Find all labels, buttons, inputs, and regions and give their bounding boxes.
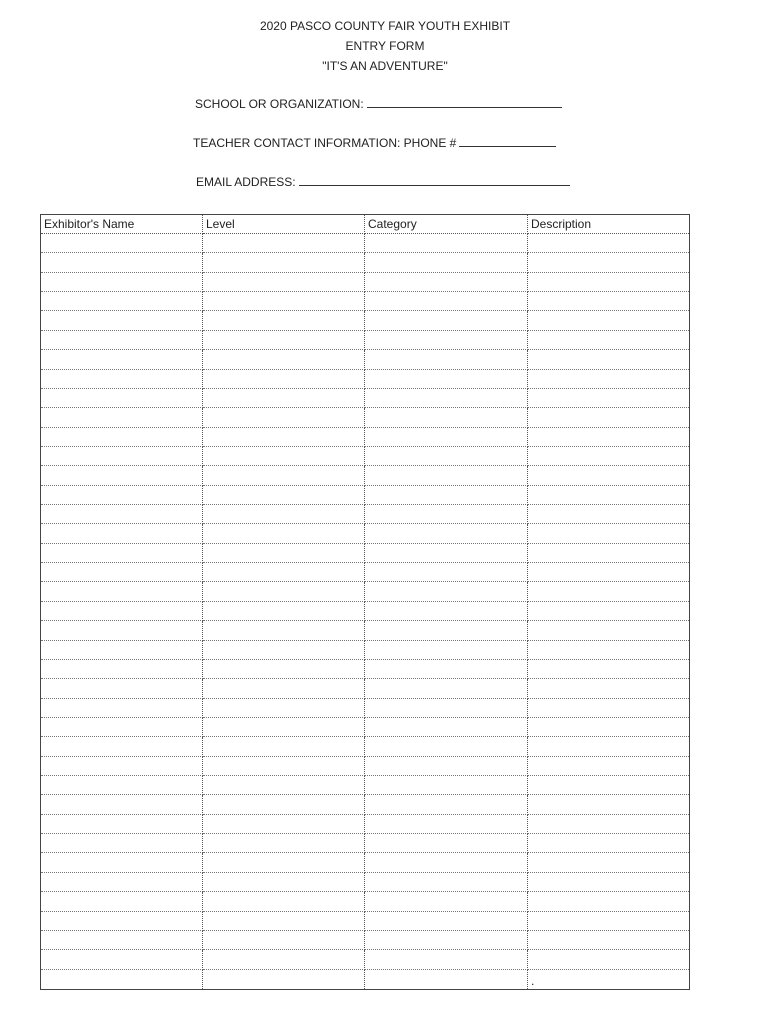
table-cell-description[interactable] [528, 931, 689, 950]
header-level: Level [203, 215, 365, 234]
table-cell-category[interactable] [365, 795, 528, 814]
table-cell-category[interactable] [365, 253, 528, 272]
table-cell-category[interactable] [365, 776, 528, 795]
table-cell-name[interactable] [41, 660, 203, 679]
table-cell-level[interactable] [203, 408, 365, 427]
table-cell-level[interactable] [203, 757, 365, 776]
table-cell-level[interactable] [203, 370, 365, 389]
table-cell-name[interactable] [41, 524, 203, 543]
school-blank-line[interactable] [367, 95, 562, 108]
header-category: Category [365, 215, 528, 234]
table-cell-level[interactable] [203, 447, 365, 466]
phone-label: TEACHER CONTACT INFORMATION: PHONE # [193, 136, 457, 150]
table-cell-category[interactable] [365, 292, 528, 311]
table-cell-description[interactable] [528, 641, 689, 660]
table-cell-category[interactable] [365, 273, 528, 292]
table-cell-category[interactable] [365, 737, 528, 756]
table-cell-category[interactable] [365, 447, 528, 466]
table-cell-description[interactable] [528, 582, 689, 601]
table-cell-description[interactable] [528, 466, 689, 485]
table-cell-level[interactable] [203, 853, 365, 872]
table-cell-category[interactable] [365, 815, 528, 834]
table-cell-category[interactable] [365, 350, 528, 369]
table-cell-name[interactable] [41, 234, 203, 253]
table-cell-category[interactable] [365, 389, 528, 408]
table-cell-category[interactable] [365, 428, 528, 447]
table-cell-name[interactable] [41, 892, 203, 911]
table-cell-category[interactable] [365, 834, 528, 853]
table-cell-name[interactable] [41, 370, 203, 389]
table-cell-description[interactable] [528, 292, 689, 311]
table-cell-category[interactable] [365, 757, 528, 776]
table-cell-description[interactable] [528, 370, 689, 389]
table-cell-description[interactable] [528, 757, 689, 776]
table-cell-description[interactable] [528, 699, 689, 718]
table-cell-category[interactable] [365, 524, 528, 543]
table-cell-description[interactable] [528, 486, 689, 505]
table-cell-name[interactable] [41, 311, 203, 330]
table-cell-name[interactable] [41, 737, 203, 756]
table-cell-level[interactable] [203, 892, 365, 911]
table-cell-category[interactable] [365, 544, 528, 563]
table-cell-category[interactable] [365, 331, 528, 350]
table-cell-level[interactable] [203, 679, 365, 698]
table-cell-description[interactable] [528, 331, 689, 350]
table-cell-description[interactable] [528, 970, 689, 989]
table-cell-level[interactable] [203, 273, 365, 292]
table-cell-category[interactable] [365, 602, 528, 621]
table-cell-name[interactable] [41, 873, 203, 892]
form-title [0, 16, 770, 76]
table-cell-name[interactable] [41, 428, 203, 447]
table-cell-description[interactable] [528, 873, 689, 892]
table-cell-level[interactable] [203, 234, 365, 253]
table-cell-category[interactable] [365, 912, 528, 931]
table-cell-level[interactable] [203, 660, 365, 679]
table-cell-level[interactable] [203, 950, 365, 969]
table-cell-level[interactable] [203, 292, 365, 311]
email-field [196, 173, 570, 190]
table-cell-name[interactable] [41, 718, 203, 737]
table-cell-level[interactable] [203, 524, 365, 543]
table-cell-category[interactable] [365, 660, 528, 679]
table-cell-category[interactable] [365, 486, 528, 505]
table-cell-description[interactable] [528, 311, 689, 330]
table-cell-name[interactable] [41, 699, 203, 718]
table-cell-description[interactable] [528, 350, 689, 369]
table-cell-name[interactable] [41, 292, 203, 311]
table-cell-description[interactable] [528, 505, 689, 524]
table-cell-category[interactable] [365, 234, 528, 253]
table-cell-level[interactable] [203, 737, 365, 756]
table-cell-level[interactable] [203, 931, 365, 950]
table-cell-category[interactable] [365, 950, 528, 969]
table-cell-category[interactable] [365, 892, 528, 911]
table-cell-level[interactable] [203, 253, 365, 272]
email-blank-line[interactable] [299, 173, 570, 186]
table-cell-category[interactable] [365, 873, 528, 892]
table-cell-category[interactable] [365, 641, 528, 660]
table-cell-description[interactable] [528, 563, 689, 582]
table-cell-level[interactable] [203, 544, 365, 563]
table-cell-description[interactable] [528, 602, 689, 621]
table-cell-name[interactable] [41, 795, 203, 814]
table-cell-description[interactable] [528, 912, 689, 931]
email-label: EMAIL ADDRESS: [196, 175, 296, 189]
table-cell-name[interactable] [41, 408, 203, 427]
table-cell-name[interactable] [41, 815, 203, 834]
table-cell-category[interactable] [365, 563, 528, 582]
table-cell-category[interactable] [365, 931, 528, 950]
table-cell-description[interactable] [528, 853, 689, 872]
table-cell-level[interactable] [203, 486, 365, 505]
table-cell-description[interactable] [528, 892, 689, 911]
table-cell-name[interactable] [41, 931, 203, 950]
table-cell-description[interactable] [528, 428, 689, 447]
table-cell-description[interactable] [528, 737, 689, 756]
table-cell-description[interactable] [528, 834, 689, 853]
table-cell-description[interactable] [528, 524, 689, 543]
title-line-2: ENTRY FORM [345, 39, 425, 53]
header-exhibitor-name: Exhibitor's Name [41, 215, 203, 234]
table-cell-description[interactable] [528, 950, 689, 969]
table-cell-level[interactable] [203, 505, 365, 524]
table-cell-description[interactable] [528, 389, 689, 408]
table-cell-level[interactable] [203, 621, 365, 640]
table-cell-name[interactable] [41, 505, 203, 524]
phone-field [193, 134, 556, 151]
phone-blank-line[interactable] [459, 134, 556, 147]
table-cell-category[interactable] [365, 679, 528, 698]
table-cell-name[interactable] [41, 641, 203, 660]
table-cell-level[interactable] [203, 466, 365, 485]
entry-table [40, 214, 690, 990]
table-cell-name[interactable] [41, 834, 203, 853]
table-cell-description[interactable] [528, 815, 689, 834]
table-cell-name[interactable] [41, 447, 203, 466]
table-cell-level[interactable] [203, 311, 365, 330]
table-cell-category[interactable] [365, 370, 528, 389]
footer-mark: . [531, 974, 535, 988]
table-cell-description[interactable] [528, 660, 689, 679]
table-cell-category[interactable] [365, 505, 528, 524]
table-cell-category[interactable] [365, 718, 528, 737]
table-cell-name[interactable] [41, 853, 203, 872]
table-cell-description[interactable] [528, 234, 689, 253]
table-cell-name[interactable] [41, 950, 203, 969]
table-cell-description[interactable] [528, 718, 689, 737]
table-cell-name[interactable] [41, 757, 203, 776]
table-cell-name[interactable] [41, 776, 203, 795]
table-cell-level[interactable] [203, 795, 365, 814]
table-cell-level[interactable] [203, 970, 365, 989]
table-cell-name[interactable] [41, 273, 203, 292]
table-cell-level[interactable] [203, 776, 365, 795]
table-cell-description[interactable] [528, 408, 689, 427]
table-cell-description[interactable] [528, 621, 689, 640]
title-line-1: 2020 PASCO COUNTY FAIR YOUTH EXHIBIT [259, 19, 511, 33]
table-cell-name[interactable] [41, 912, 203, 931]
table-cell-level[interactable] [203, 582, 365, 601]
table-cell-level[interactable] [203, 602, 365, 621]
table-cell-name[interactable] [41, 582, 203, 601]
table-cell-name[interactable] [41, 621, 203, 640]
table-cell-category[interactable] [365, 621, 528, 640]
table-cell-level[interactable] [203, 331, 365, 350]
header-description: Description [528, 215, 689, 234]
table-cell-name[interactable] [41, 602, 203, 621]
table-cell-name[interactable] [41, 350, 203, 369]
school-label: SCHOOL OR ORGANIZATION: [195, 97, 364, 111]
table-cell-description[interactable] [528, 679, 689, 698]
table-cell-level[interactable] [203, 873, 365, 892]
table-cell-name[interactable] [41, 389, 203, 408]
table-cell-description[interactable] [528, 795, 689, 814]
table-cell-description[interactable] [528, 544, 689, 563]
table-cell-level[interactable] [203, 389, 365, 408]
table-cell-name[interactable] [41, 331, 203, 350]
table-cell-level[interactable] [203, 428, 365, 447]
table-cell-name[interactable] [41, 253, 203, 272]
table-cell-name[interactable] [41, 544, 203, 563]
table-cell-name[interactable] [41, 970, 203, 989]
table-cell-category[interactable] [365, 582, 528, 601]
table-cell-category[interactable] [365, 466, 528, 485]
school-field [195, 95, 562, 112]
table-cell-level[interactable] [203, 350, 365, 369]
table-cell-category[interactable] [365, 699, 528, 718]
table-cell-description[interactable] [528, 273, 689, 292]
table-cell-category[interactable] [365, 311, 528, 330]
table-cell-level[interactable] [203, 641, 365, 660]
table-cell-level[interactable] [203, 815, 365, 834]
table-cell-name[interactable] [41, 563, 203, 582]
table-cell-level[interactable] [203, 912, 365, 931]
table-cell-level[interactable] [203, 699, 365, 718]
table-cell-name[interactable] [41, 466, 203, 485]
table-cell-level[interactable] [203, 718, 365, 737]
table-cell-name[interactable] [41, 486, 203, 505]
table-cell-description[interactable] [528, 253, 689, 272]
table-cell-category[interactable] [365, 853, 528, 872]
table-cell-category[interactable] [365, 408, 528, 427]
table-cell-description[interactable] [528, 447, 689, 466]
table-cell-level[interactable] [203, 834, 365, 853]
table-cell-category[interactable] [365, 970, 528, 989]
title-line-3: "IT'S AN ADVENTURE" [322, 59, 448, 73]
table-cell-level[interactable] [203, 563, 365, 582]
table-cell-description[interactable] [528, 776, 689, 795]
table-cell-name[interactable] [41, 679, 203, 698]
